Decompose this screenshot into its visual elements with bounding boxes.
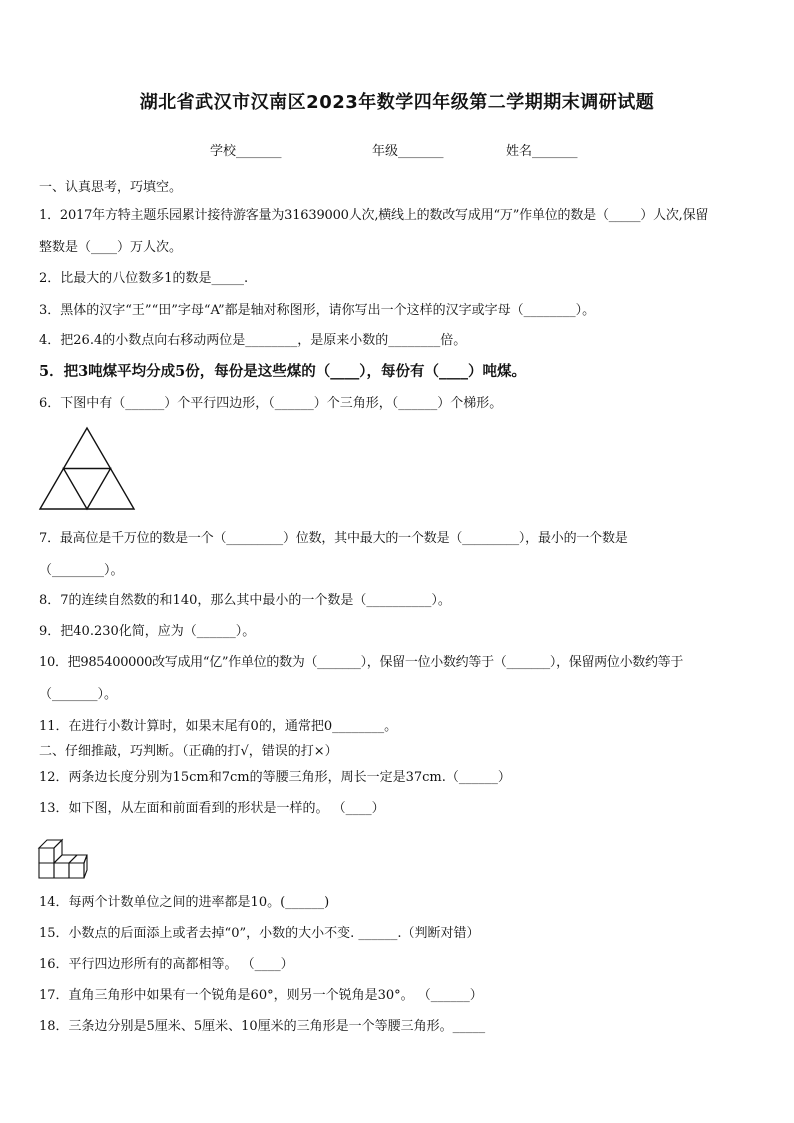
cube-stack-figure — [37, 831, 89, 881]
inner-triangle — [64, 469, 111, 510]
bottom-middle-cube-front — [54, 863, 69, 878]
school-field: 学校_______ — [210, 144, 282, 159]
question-10-line-1: 10．把985400000改写成用“亿”作单位的数为（_______），保留一位小数约等于（_______），保留两位小数约等于 — [39, 655, 684, 670]
question-7-line-2: （________）。 — [39, 563, 124, 578]
question-1-line-1: 1．2017年方特主题乐园累计接待游客量为31639000人次,横线上的数改写成用“万”作单位的数是（_____）人次,保留 — [39, 208, 709, 223]
question-17: 17．直角三角形中如果有一个锐角是60°，则另一个锐角是30°。 （______） — [39, 988, 483, 1003]
question-12: 12．两条边长度分别为15cm和7cm的等腰三角形，周长一定是37cm.（______） — [39, 770, 511, 785]
section-2-heading: 二、仔细推敲，巧判断。（正确的打√，错误的打×） — [39, 744, 338, 759]
grade-field: 年级_______ — [372, 144, 444, 159]
page-title: 湖北省武汉市汉南区2023年数学四年级第二学期期末调研试题 — [139, 92, 655, 113]
question-13: 13．如下图，从左面和前面看到的形状是一样的。 （____） — [39, 801, 385, 816]
bottom-left-cube-front — [39, 863, 54, 878]
name-field: 姓名_______ — [506, 144, 578, 159]
question-15: 15．小数点的后面添上或者去掉“0”，小数的大小不变. ______.（判断对错） — [39, 926, 480, 941]
top-cube-front — [39, 848, 54, 863]
question-14: 14．每两个计数单位之间的进率都是10。(______) — [39, 895, 330, 910]
question-1-line-2: 整数是（____）万人次。 — [39, 240, 183, 255]
question-11: 11．在进行小数计算时，如果末尾有0的，通常把0________。 — [39, 719, 398, 734]
question-16: 16．平行四边形所有的高都相等。 （____） — [39, 957, 294, 972]
question-4: 4．把26.4的小数点向右移动两位是________，是原来小数的________倍。 — [39, 333, 467, 348]
question-9: 9．把40.230化简，应为（______）。 — [39, 624, 256, 639]
question-5: 5．把3吨煤平均分成5份，每份是这些煤的（____），每份有（____）吨煤。 — [39, 363, 527, 380]
triangle-figure — [38, 426, 136, 512]
question-18: 18．三条边分别是5厘米、5厘米、10厘米的三角形是一个等腰三角形。_____ — [39, 1019, 486, 1034]
section-1-heading: 一、认真思考，巧填空。 — [39, 180, 183, 195]
question-6: 6．下图中有（______）个平行四边形，（______）个三角形，（______）个梯形。 — [39, 396, 503, 411]
question-10-line-2: （_______）。 — [39, 687, 118, 702]
question-3: 3．黑体的汉字“王”“田”字母“A”都是轴对称图形，请你写出一个这样的汉字或字母（________）。 — [39, 303, 596, 318]
bottom-right-cube-front — [69, 863, 84, 878]
question-2: 2．比最大的八位数多1的数是_____. — [39, 271, 249, 286]
right-cube-side — [84, 855, 87, 878]
question-7-line-1: 7．最高位是千万位的数是一个（_________）位数，其中最大的一个数是（_________），最小的一个数是 — [39, 531, 628, 546]
question-8: 8．7的连续自然数的和140，那么其中最小的一个数是（__________）。 — [39, 593, 451, 608]
